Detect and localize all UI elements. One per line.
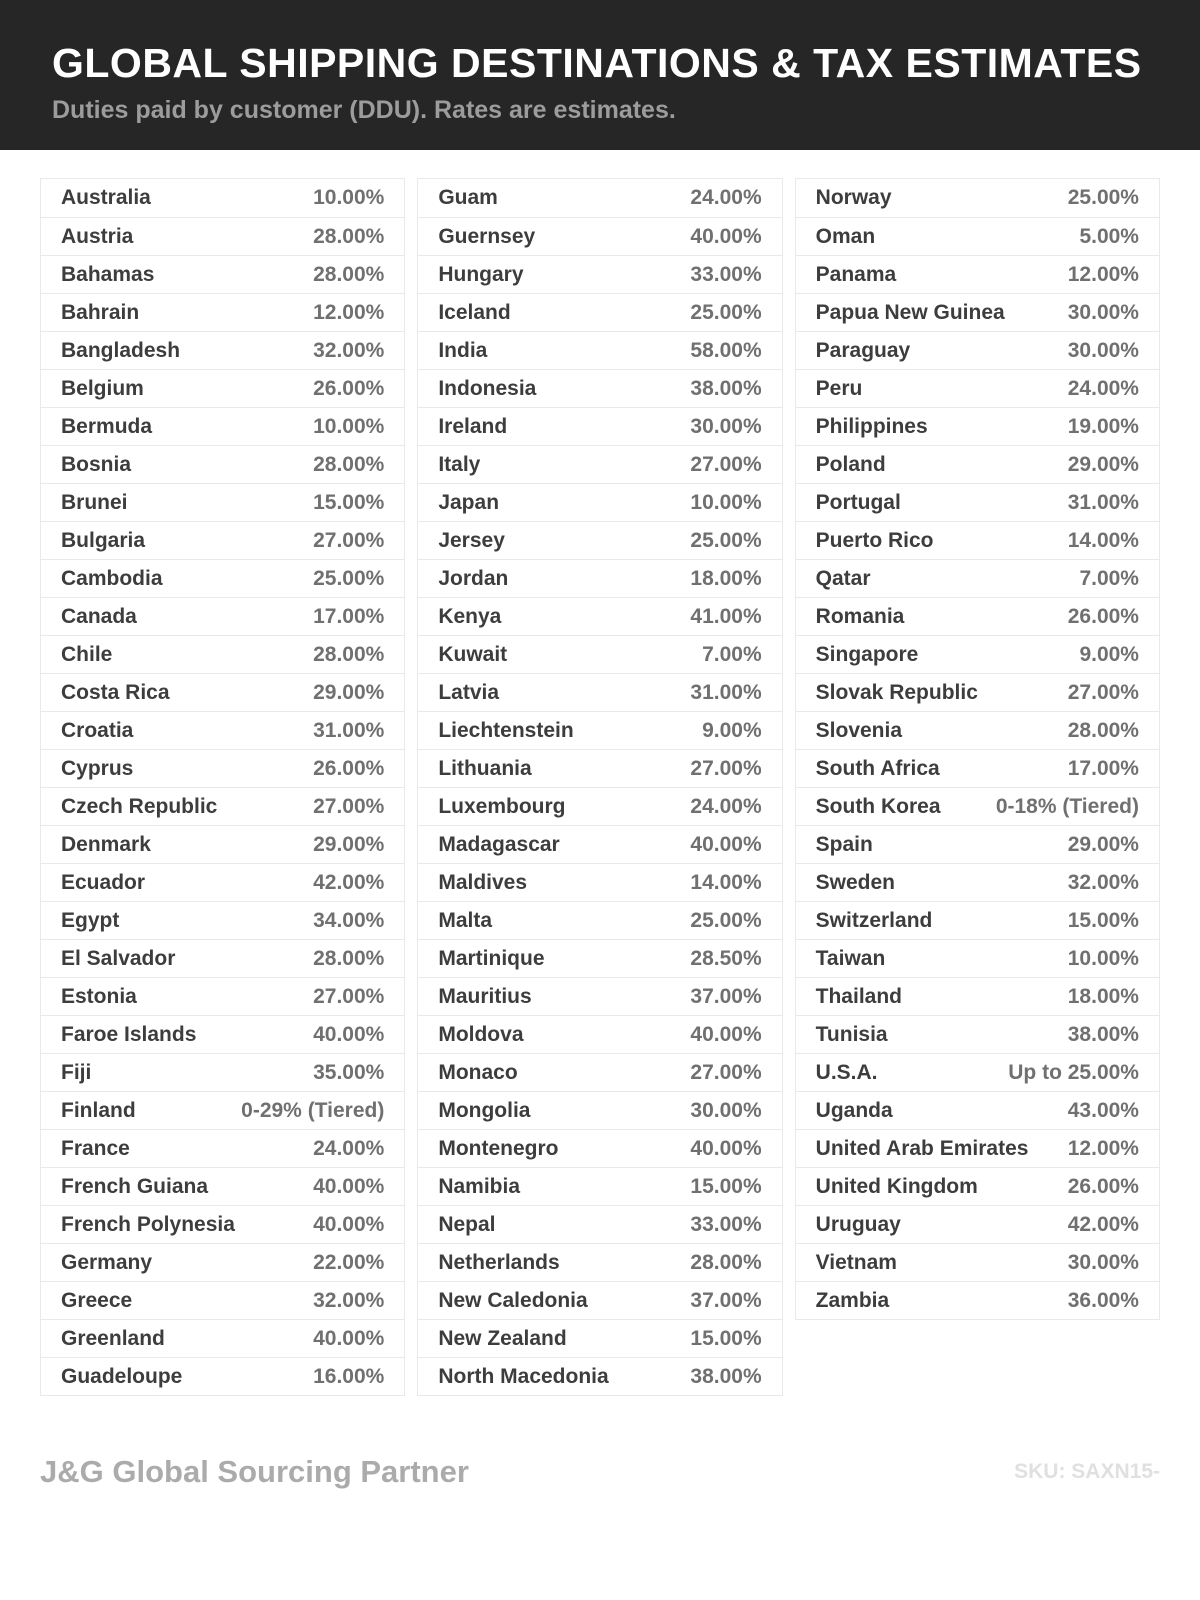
table-row [418, 1091, 781, 1129]
table-row [418, 1243, 781, 1281]
country-name: Estonia [61, 984, 137, 1008]
tax-rate: 9.00% [1079, 642, 1139, 666]
tax-rate: 12.00% [313, 300, 385, 324]
tax-rate: 25.00% [313, 566, 385, 590]
country-name: Finland [61, 1098, 136, 1122]
country-name: Egypt [61, 908, 120, 932]
tax-rate: 40.00% [313, 1022, 385, 1046]
table-row [41, 1129, 404, 1167]
table-row [796, 331, 1159, 369]
tax-rate: 29.00% [1067, 452, 1139, 476]
country-name: Liechtenstein [438, 718, 574, 742]
country-name: Iceland [438, 300, 511, 324]
country-name: United Kingdom [815, 1174, 978, 1198]
tax-rate: 15.00% [313, 490, 385, 514]
tax-rate: 15.00% [1067, 908, 1139, 932]
table-row [418, 635, 781, 673]
tax-rate: 10.00% [313, 414, 385, 438]
country-name: Denmark [61, 832, 151, 856]
tax-rate: 28.00% [313, 642, 385, 666]
tax-rate: 38.00% [1067, 1022, 1139, 1046]
table-row [41, 635, 404, 673]
tax-rate: 28.00% [1067, 718, 1139, 742]
table-row [796, 635, 1159, 673]
country-name: Germany [61, 1250, 153, 1274]
country-name: United Arab Emirates [815, 1136, 1029, 1160]
country-name: New Caledonia [438, 1288, 588, 1312]
tax-rate: 18.00% [1067, 984, 1139, 1008]
table-row [41, 255, 404, 293]
tax-rate: 37.00% [690, 1288, 762, 1312]
tax-rate: 25.00% [690, 300, 762, 324]
table-row [41, 407, 404, 445]
table-row [796, 407, 1159, 445]
rates-column-1 [40, 178, 405, 1396]
table-row [796, 217, 1159, 255]
tax-rate: 24.00% [690, 186, 762, 209]
table-row [41, 293, 404, 331]
table-row [418, 1167, 781, 1205]
country-name: Poland [815, 452, 886, 476]
tax-rate: 27.00% [690, 756, 762, 780]
table-row [41, 901, 404, 939]
country-name: Cambodia [61, 566, 163, 590]
country-name: French Polynesia [61, 1212, 235, 1236]
table-row [796, 749, 1159, 787]
table-row [796, 521, 1159, 559]
country-name: Malta [438, 908, 493, 932]
tax-rate: 42.00% [313, 870, 385, 894]
tax-rate: 36.00% [1067, 1288, 1139, 1312]
country-name: Kenya [438, 604, 502, 628]
table-row [796, 1243, 1159, 1281]
table-row [418, 749, 781, 787]
country-name: Croatia [61, 718, 134, 742]
country-name: U.S.A. [815, 1060, 878, 1084]
table-row [41, 863, 404, 901]
tax-rate: 25.00% [690, 908, 762, 932]
country-name: Bahrain [61, 300, 140, 324]
table-row [41, 1243, 404, 1281]
tax-rate: 16.00% [313, 1364, 385, 1388]
tax-rate: 27.00% [313, 528, 385, 552]
table-row [796, 1205, 1159, 1243]
country-name: Indonesia [438, 376, 537, 400]
country-name: Bermuda [61, 414, 153, 438]
table-row [41, 1319, 404, 1357]
tax-rate: 31.00% [313, 718, 385, 742]
tax-rate: 40.00% [690, 1136, 762, 1160]
country-name: Martinique [438, 946, 545, 970]
tax-rate: 0-29% (Tiered) [241, 1098, 385, 1122]
tax-rate: 9.00% [702, 718, 762, 742]
country-name: Tunisia [815, 1022, 888, 1046]
table-row [418, 1053, 781, 1091]
table-row [41, 977, 404, 1015]
country-name: Moldova [438, 1022, 524, 1046]
page-footer [40, 1454, 1160, 1490]
country-name: Paraguay [815, 338, 911, 362]
country-name: Guadeloupe [61, 1364, 183, 1388]
country-name: Jordan [438, 566, 509, 590]
tax-rate: 10.00% [1067, 946, 1139, 970]
table-row [796, 939, 1159, 977]
country-name: North Macedonia [438, 1364, 609, 1388]
table-row [418, 1015, 781, 1053]
page-header [0, 0, 1200, 150]
country-name: Romania [815, 604, 905, 628]
country-name: Netherlands [438, 1250, 560, 1274]
tax-rate: 58.00% [690, 338, 762, 362]
table-row [41, 597, 404, 635]
table-row [41, 1091, 404, 1129]
tax-rate: 28.00% [690, 1250, 762, 1274]
table-row [41, 939, 404, 977]
country-name: South Korea [815, 794, 941, 818]
table-row [418, 1319, 781, 1357]
tax-rate: 12.00% [1067, 1136, 1139, 1160]
country-name: Japan [438, 490, 500, 514]
country-name: Panama [815, 262, 897, 286]
country-name: Slovak Republic [815, 680, 978, 704]
country-name: Mongolia [438, 1098, 531, 1122]
tax-rate: 37.00% [690, 984, 762, 1008]
country-name: Papua New Guinea [815, 300, 1005, 324]
tax-rate: 43.00% [1067, 1098, 1139, 1122]
country-name: Ecuador [61, 870, 146, 894]
table-row [41, 711, 404, 749]
country-name: Philippines [815, 414, 928, 438]
tax-rate: 32.00% [313, 1288, 385, 1312]
tax-rate: 40.00% [313, 1212, 385, 1236]
table-row [41, 825, 404, 863]
table-row [418, 445, 781, 483]
tax-rate: 32.00% [313, 338, 385, 362]
country-name: Puerto Rico [815, 528, 934, 552]
table-row [418, 939, 781, 977]
tax-rate: 28.00% [313, 946, 385, 970]
table-row [41, 1281, 404, 1319]
tax-rate: 38.00% [690, 376, 762, 400]
table-row [796, 673, 1159, 711]
table-row [418, 1129, 781, 1167]
table-row [418, 863, 781, 901]
table-row [796, 445, 1159, 483]
table-row [796, 825, 1159, 863]
country-name: Costa Rica [61, 680, 170, 704]
country-name: Greenland [61, 1326, 165, 1350]
country-name: New Zealand [438, 1326, 567, 1350]
tax-rate: 12.00% [1067, 262, 1139, 286]
sku-label: SKU: SAXN15- [1014, 1460, 1160, 1483]
country-name: El Salvador [61, 946, 176, 970]
table-row [796, 1091, 1159, 1129]
table-row [41, 1357, 404, 1395]
tax-rate: 15.00% [690, 1174, 762, 1198]
country-name: Taiwan [815, 946, 886, 970]
table-row [796, 1015, 1159, 1053]
brand-name: J&G Global Sourcing Partner [40, 1454, 469, 1489]
country-name: Vietnam [815, 1250, 897, 1274]
country-name: Belgium [61, 376, 144, 400]
tax-rate: 18.00% [690, 566, 762, 590]
country-name: Canada [61, 604, 137, 628]
tax-rate: 38.00% [690, 1364, 762, 1388]
country-name: Mauritius [438, 984, 532, 1008]
country-name: Lithuania [438, 756, 532, 780]
tax-rate: 30.00% [1067, 338, 1139, 362]
rates-column-3 [795, 178, 1160, 1320]
tax-rate: 7.00% [1079, 566, 1139, 590]
table-row [41, 331, 404, 369]
tax-rate: 28.00% [313, 452, 385, 476]
country-name: Czech Republic [61, 794, 218, 818]
tax-rate: 29.00% [313, 832, 385, 856]
tax-rate: 40.00% [690, 224, 762, 248]
tax-rate: 24.00% [690, 794, 762, 818]
tax-rate: 10.00% [313, 186, 385, 209]
country-name: Portugal [815, 490, 901, 514]
table-row [418, 977, 781, 1015]
tax-rate: 0-18% (Tiered) [995, 794, 1139, 818]
tax-rate: 24.00% [313, 1136, 385, 1160]
table-row [418, 1357, 781, 1395]
tax-rate: 7.00% [702, 642, 762, 666]
country-name: Nepal [438, 1212, 496, 1236]
tax-rate: 17.00% [1067, 756, 1139, 780]
country-name: Hungary [438, 262, 524, 286]
tax-rate: 34.00% [313, 908, 385, 932]
tax-rate: 28.00% [313, 224, 385, 248]
country-name: Oman [815, 224, 876, 248]
tax-rate: 28.00% [313, 262, 385, 286]
country-name: Madagascar [438, 832, 560, 856]
country-name: Faroe Islands [61, 1022, 197, 1046]
tax-rate: 33.00% [690, 1212, 762, 1236]
table-row [796, 369, 1159, 407]
country-name: Bulgaria [61, 528, 146, 552]
tax-rate: 26.00% [313, 376, 385, 400]
tax-rate: 40.00% [313, 1174, 385, 1198]
country-name: Zambia [815, 1288, 890, 1312]
table-row [41, 445, 404, 483]
table-row [418, 597, 781, 635]
table-row [418, 331, 781, 369]
table-row [796, 1129, 1159, 1167]
table-row [41, 1053, 404, 1091]
table-row [796, 255, 1159, 293]
tax-rate: 26.00% [1067, 604, 1139, 628]
table-row [796, 559, 1159, 597]
country-name: Fiji [61, 1060, 92, 1084]
table-row [796, 1167, 1159, 1205]
table-row [418, 483, 781, 521]
tax-rate: 40.00% [690, 832, 762, 856]
tax-rate: 27.00% [1067, 680, 1139, 704]
table-row [41, 559, 404, 597]
page-subtitle: Duties paid by customer (DDU). Rates are estimates. [52, 96, 676, 124]
table-row [418, 293, 781, 331]
country-name: Spain [815, 832, 873, 856]
tax-rates-table [40, 178, 1160, 1396]
country-name: Chile [61, 642, 113, 666]
country-name: Latvia [438, 680, 500, 704]
page-title: GLOBAL SHIPPING DESTINATIONS & TAX ESTIMATES [52, 40, 1142, 86]
country-name: Bahamas [61, 262, 155, 286]
country-name: Norway [815, 186, 892, 209]
country-name: Slovenia [815, 718, 903, 742]
tax-rate: 25.00% [1067, 186, 1139, 209]
tax-rate: 28.50% [690, 946, 762, 970]
tax-rate: 29.00% [1067, 832, 1139, 856]
table-row [418, 521, 781, 559]
table-row [796, 711, 1159, 749]
table-row [418, 825, 781, 863]
table-row [41, 521, 404, 559]
country-name: Greece [61, 1288, 133, 1312]
table-row [41, 1015, 404, 1053]
table-row [418, 369, 781, 407]
tax-rate: 42.00% [1067, 1212, 1139, 1236]
table-row [418, 711, 781, 749]
table-row [418, 1205, 781, 1243]
table-row [41, 1167, 404, 1205]
table-row [418, 407, 781, 445]
table-row [796, 293, 1159, 331]
country-name: Australia [61, 186, 151, 209]
tax-rate: 35.00% [313, 1060, 385, 1084]
tax-rate: 17.00% [313, 604, 385, 628]
country-name: Jersey [438, 528, 505, 552]
country-name: Namibia [438, 1174, 521, 1198]
tax-rate: 30.00% [1067, 1250, 1139, 1274]
country-name: Ireland [438, 414, 508, 438]
tax-rate: 30.00% [690, 414, 762, 438]
country-name: Cyprus [61, 756, 134, 780]
tax-rate: 15.00% [690, 1326, 762, 1350]
country-name: French Guiana [61, 1174, 209, 1198]
table-row [418, 1281, 781, 1319]
tax-rate: 33.00% [690, 262, 762, 286]
country-name: Guam [438, 186, 498, 209]
country-name: Montenegro [438, 1136, 559, 1160]
table-row [418, 217, 781, 255]
tax-rate: 25.00% [690, 528, 762, 552]
tax-rate: 14.00% [690, 870, 762, 894]
country-name: Kuwait [438, 642, 508, 666]
tax-rate: Up to 25.00% [1008, 1060, 1139, 1084]
tax-rate: 29.00% [313, 680, 385, 704]
tax-rate: 31.00% [1067, 490, 1139, 514]
country-name: Italy [438, 452, 481, 476]
rates-column-2 [417, 178, 782, 1396]
tax-rate: 32.00% [1067, 870, 1139, 894]
table-row [796, 597, 1159, 635]
country-name: Austria [61, 224, 134, 248]
tax-rate: 14.00% [1067, 528, 1139, 552]
tax-rate: 19.00% [1067, 414, 1139, 438]
country-name: Monaco [438, 1060, 518, 1084]
table-row [796, 179, 1159, 217]
table-row [796, 1053, 1159, 1091]
country-name: India [438, 338, 488, 362]
table-row [41, 787, 404, 825]
country-name: Bosnia [61, 452, 132, 476]
country-name: Uruguay [815, 1212, 901, 1236]
tax-rate: 27.00% [313, 984, 385, 1008]
country-name: South Africa [815, 756, 940, 780]
tax-rate: 26.00% [1067, 1174, 1139, 1198]
table-row [41, 179, 404, 217]
table-row [41, 483, 404, 521]
table-row [41, 369, 404, 407]
tax-rate: 24.00% [1067, 376, 1139, 400]
tax-rate: 40.00% [690, 1022, 762, 1046]
tax-rate: 22.00% [313, 1250, 385, 1274]
tax-rate: 5.00% [1079, 224, 1139, 248]
tax-rate: 30.00% [1067, 300, 1139, 324]
table-row [41, 217, 404, 255]
tax-rate: 30.00% [690, 1098, 762, 1122]
table-row [41, 1205, 404, 1243]
country-name: Maldives [438, 870, 528, 894]
table-row [418, 673, 781, 711]
table-row [796, 1281, 1159, 1319]
tax-rate: 27.00% [690, 452, 762, 476]
country-name: Bangladesh [61, 338, 181, 362]
country-name: Sweden [815, 870, 896, 894]
country-name: Thailand [815, 984, 902, 1008]
country-name: Qatar [815, 566, 871, 590]
country-name: France [61, 1136, 130, 1160]
table-row [796, 977, 1159, 1015]
table-row [41, 673, 404, 711]
table-row [41, 749, 404, 787]
table-row [418, 787, 781, 825]
tax-rate: 27.00% [690, 1060, 762, 1084]
table-row [418, 179, 781, 217]
table-row [796, 787, 1159, 825]
country-name: Switzerland [815, 908, 933, 932]
table-row [418, 901, 781, 939]
tax-rate: 27.00% [313, 794, 385, 818]
table-row [418, 559, 781, 597]
table-row [796, 483, 1159, 521]
tax-rate: 40.00% [313, 1326, 385, 1350]
tax-rate: 10.00% [690, 490, 762, 514]
country-name: Uganda [815, 1098, 893, 1122]
tax-rate: 31.00% [690, 680, 762, 704]
country-name: Guernsey [438, 224, 536, 248]
country-name: Luxembourg [438, 794, 566, 818]
table-row [418, 255, 781, 293]
tax-rate: 41.00% [690, 604, 762, 628]
country-name: Peru [815, 376, 863, 400]
table-row [796, 863, 1159, 901]
tax-rate: 26.00% [313, 756, 385, 780]
country-name: Singapore [815, 642, 919, 666]
country-name: Brunei [61, 490, 128, 514]
table-row [796, 901, 1159, 939]
